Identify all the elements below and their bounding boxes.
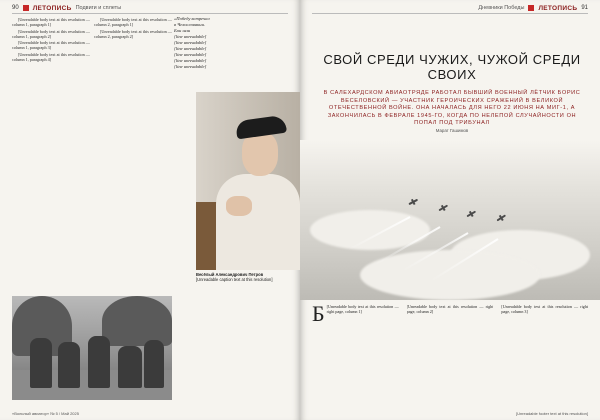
quote-line: [line unreadable] [174,58,207,63]
quote-line: [line unreadable] [174,40,207,45]
article-author: Марат Гашимов [435,128,469,133]
hand [226,196,252,216]
caption-text: [Unreadable caption text at this resolution] [196,277,273,283]
paragraph: [Unreadable body text at this resolution — right page, column 3] [501,304,589,315]
face [242,132,278,176]
quote-line: «Победу встречал [174,16,210,21]
section-subtitle-right: Дневники Победы [478,5,525,11]
paragraph: [Unreadable body text at this resolution — column 1, paragraph 4] [12,51,90,63]
article-column [501,304,588,410]
person [30,338,52,388]
paragraph: [Unreadable body text at this resolution — column 1, paragraph 1] [12,17,90,28]
footer-right: [Unreadable footer text at this resolution] [515,411,588,416]
article-column [312,304,399,410]
article-headline: СВОЙ СРЕДИ ЧУЖИХ, ЧУЖОЙ СРЕДИ СВОИХ [323,52,581,82]
paragraph: [Unreadable body text at this resolution — column 2, paragraph 1] [94,17,172,28]
page-number-right: 91 [581,5,588,11]
pull-quote [174,16,280,70]
quote-line: в Чехословакии. [174,22,206,27]
photo-caption [196,272,300,282]
paragraph: [Unreadable body text at this resolution — column 1, paragraph 3] [12,40,90,51]
article-lead: В САЛЕХАРДСКОМ АВИАОТРЯДЕ РАБОТАЛ БЫВШИЙ ВОЕННЫЙ ЛЁТЧИК БОРИС ВЕСЕЛОВСКИЙ — УЧАСТНИК ГЕРОИЧЕСКИХ СРАЖЕНИЙ В ВЕЛИКОЙ ОТЕЧЕСТВЕННОЙ ВОЙНЕ. ОНА НАЧАЛАСЬ ДЛЯ НЕГО 22 ИЮНЯ НА МИГ-1, А ЗАКОНЧИЛАСЬ В ФЕВРАЛЕ 1945-ГО, КОГДА ПО НЕЛЕПОЙ СЛУЧАЙНОСТИ ОН ПОПАЛ ПОД ТРИБУНАЛ [323,90,581,127]
person [88,336,110,388]
quote-line: [line unreadable] [174,34,207,39]
sweater [216,174,300,270]
paragraph: [Unreadable body text at this resolution — column 2, paragraph 2] [94,28,172,39]
caption-name: Весёлый Александрович Петров [196,272,264,277]
running-header-left [12,3,121,13]
archive-group-photo [12,296,172,400]
fighter-plane-icon [496,214,506,222]
quote-line: [line unreadable] [174,64,207,69]
section-subtitle-left: Подвиги и сплеты [75,5,122,11]
article-column-2 [94,17,172,289]
page-number-left: 90 [12,5,19,11]
paragraph: [Unreadable body text at this resolution — column 1, paragraph 2] [12,28,90,39]
drop-cap: Б [312,304,325,326]
section-title-left: ЛЕТОПИСЬ [32,4,72,12]
section-marker-icon [23,5,29,11]
footer-left: «Вольный авиатор» № 5 / Май 2025 [12,411,79,416]
fighter-plane-icon [438,204,448,212]
paragraph: [Unreadable body text at this resolution — right page, column 2] [406,304,494,315]
section-marker-icon [528,5,534,11]
quote-line: [line unreadable] [174,46,207,51]
paragraph: [Unreadable body text at this resolution — right page, column 1] [326,304,399,315]
person [58,342,80,388]
fighter-plane-icon [466,210,476,218]
article-column [407,304,494,410]
person [144,340,164,388]
fighter-plane-icon [408,198,418,205]
person [118,346,142,388]
quote-line: Бои шли [174,28,191,33]
sky-photo [300,140,600,300]
article-body-right [312,304,588,410]
header-rule-right [312,13,588,14]
article-column-1 [12,17,90,289]
portrait-photo [196,92,300,270]
header-rule-left [12,13,288,14]
section-title-right: ЛЕТОПИСЬ [538,4,578,12]
quote-line: [line unreadable] [174,52,207,57]
running-header-right [478,3,588,13]
